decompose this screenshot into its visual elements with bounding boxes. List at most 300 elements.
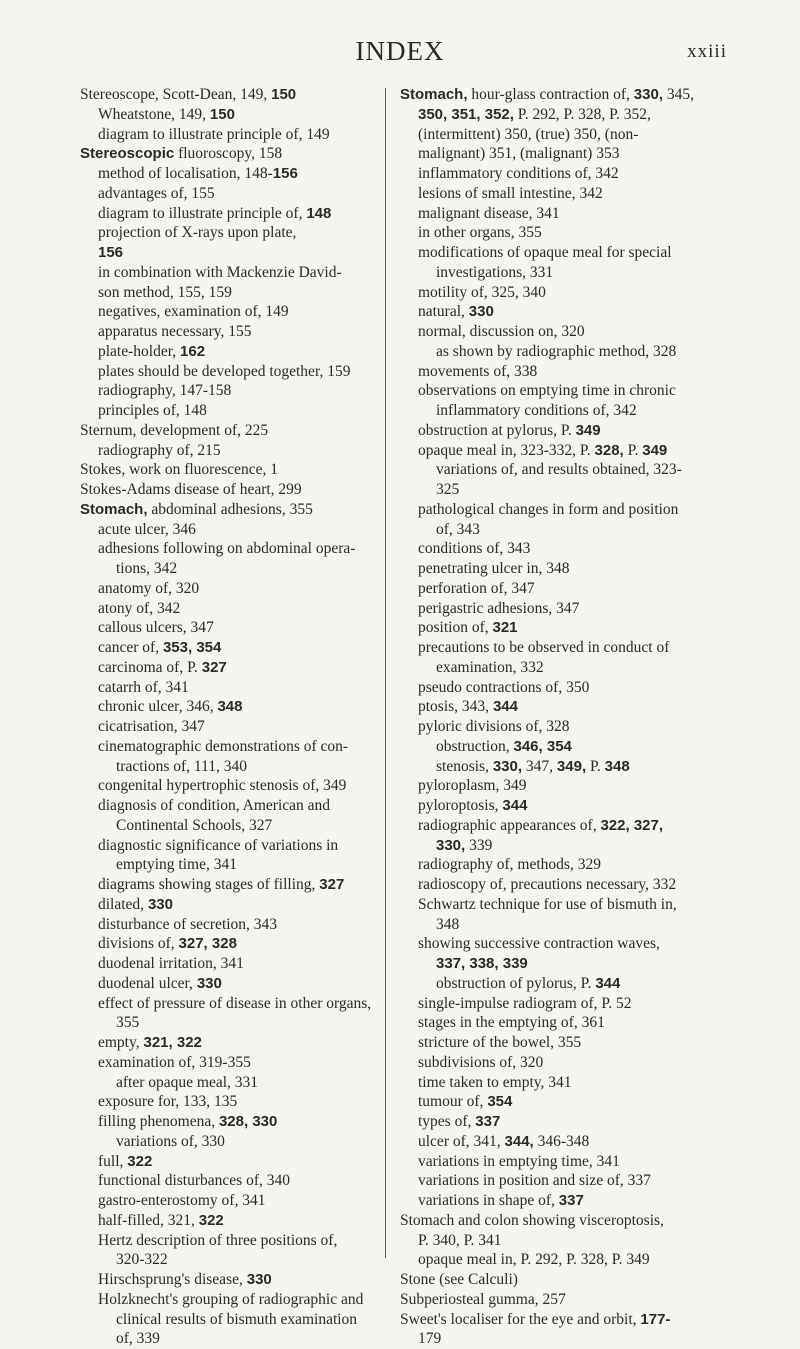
index-entry-text: precautions to be observed in conduct of bbox=[418, 639, 670, 656]
index-entry-text: abdominal adhesions, 355 bbox=[147, 500, 313, 518]
index-entry-text: hour-glass contraction of, bbox=[467, 86, 634, 103]
index-entry bbox=[80, 1191, 376, 1211]
index-entry-text: empty, bbox=[98, 1034, 144, 1051]
index-entry-text: ulcer of, 341, bbox=[418, 1132, 505, 1150]
index-entry-text: exposure for, 133, 135 bbox=[98, 1093, 238, 1111]
index-entry-text: stenosis, bbox=[436, 757, 493, 775]
index-entry-text: opaque meal in, 323-332, P. bbox=[418, 441, 595, 459]
index-entry bbox=[400, 717, 722, 737]
index-entry-text: perforation of, 347 bbox=[418, 579, 535, 597]
index-entry bbox=[80, 974, 376, 994]
index-entry-text: variations in emptying time, 341 bbox=[418, 1152, 620, 1170]
index-entry bbox=[80, 855, 376, 875]
index-page-ref: 344, bbox=[504, 1132, 534, 1150]
index-entry-text: 325 bbox=[436, 481, 460, 498]
index-entry-text: in combination with Mackenzie David- bbox=[98, 263, 342, 281]
index-entry bbox=[80, 1290, 376, 1310]
index-entry bbox=[400, 1013, 722, 1033]
index-entry-text: position of, bbox=[418, 619, 493, 637]
index-entry bbox=[80, 1013, 376, 1033]
index-entry-text: examination, 332 bbox=[436, 658, 544, 676]
index-entry bbox=[80, 954, 376, 974]
index-page-ref: 327 bbox=[319, 876, 345, 893]
index-entry-text: plate-holder, bbox=[98, 342, 181, 360]
index-entry bbox=[400, 243, 722, 263]
index-page-ref: 350, 351, 352, bbox=[418, 105, 514, 123]
index-entry bbox=[400, 105, 722, 125]
index-entry-text: of, 339 bbox=[116, 1330, 160, 1348]
index-entry bbox=[400, 915, 722, 935]
index-entry bbox=[80, 1171, 376, 1191]
index-page-ref: 322 bbox=[198, 1211, 224, 1229]
index-page-ref: 162 bbox=[180, 342, 206, 360]
index-entry bbox=[80, 125, 376, 145]
index-entry bbox=[400, 1171, 722, 1191]
index-entry bbox=[80, 1231, 376, 1251]
index-entry bbox=[80, 460, 376, 480]
index-page-ref: 177- bbox=[640, 1310, 671, 1328]
index-entry bbox=[80, 263, 376, 283]
index-entry bbox=[400, 618, 722, 638]
index-entry-text: P. 292, P. 328, P. 352, bbox=[513, 105, 651, 123]
index-entry-text: variations in position and size of, 337 bbox=[418, 1172, 651, 1190]
index-entry bbox=[80, 421, 376, 441]
index-entry-text: 339 bbox=[465, 836, 493, 854]
index-entry-text: diagrams showing stages of filling, bbox=[98, 876, 320, 893]
page-title: INDEX bbox=[355, 36, 445, 66]
index-entry bbox=[400, 816, 722, 836]
index-entry bbox=[400, 204, 722, 224]
index-entry bbox=[400, 974, 722, 994]
index-page-ref: 330, bbox=[492, 757, 523, 775]
index-entry bbox=[400, 559, 722, 579]
index-entry bbox=[80, 1329, 376, 1349]
index-entry bbox=[400, 836, 722, 856]
index-entry bbox=[80, 796, 376, 816]
index-entry-text: congenital hypertrophic stenosis of, 349 bbox=[98, 777, 347, 795]
index-entry bbox=[400, 994, 722, 1014]
index-entry-text: 348 bbox=[436, 915, 460, 933]
index-entry bbox=[80, 994, 376, 1014]
index-entry bbox=[400, 283, 722, 303]
index-entry bbox=[400, 164, 722, 184]
index-page-ref: 322, 327, bbox=[600, 816, 664, 834]
index-entry bbox=[400, 1270, 722, 1290]
index-entry-text: 345, bbox=[663, 86, 694, 103]
index-entry-text: dilated, bbox=[98, 895, 148, 913]
index-page-ref: 328, 330 bbox=[218, 1113, 278, 1130]
index-entry bbox=[400, 1053, 722, 1073]
index-entry bbox=[400, 954, 722, 974]
index-entry-text: (intermittent) 350, (true) 350, (non- bbox=[418, 125, 639, 143]
index-entry bbox=[80, 1250, 376, 1270]
index-entry-text: pyloroptosis, bbox=[418, 797, 503, 814]
index-entry bbox=[400, 144, 722, 164]
index-entry-text: duodenal ulcer, bbox=[98, 974, 197, 992]
index-entry bbox=[80, 105, 376, 125]
index-entry bbox=[80, 915, 376, 935]
index-entry bbox=[400, 1310, 722, 1330]
index-entry-text: Stokes, work on fluorescence, 1 bbox=[80, 461, 279, 479]
index-entry-text: pseudo contractions of, 350 bbox=[418, 678, 590, 696]
index-entry bbox=[80, 1053, 376, 1073]
index-page-ref: 349 bbox=[575, 421, 601, 439]
index-page-ref: 353, 354 bbox=[162, 639, 222, 656]
index-entry-text: tractions of, 111, 340 bbox=[116, 757, 248, 775]
index-entry bbox=[80, 401, 376, 421]
index-page-ref: 330 bbox=[196, 974, 222, 992]
index-heading-term: Stomach, bbox=[400, 86, 468, 103]
index-entry-text: Sternum, development of, 225 bbox=[80, 421, 269, 439]
index-page-ref: 349, bbox=[556, 757, 587, 775]
index-entry-text: observations on emptying time in chronic bbox=[418, 382, 676, 400]
index-entry-text: Schwartz technique for use of bismuth in, bbox=[418, 895, 677, 913]
index-page-ref: 330 bbox=[147, 895, 173, 913]
index-entry bbox=[400, 223, 722, 243]
index-entry bbox=[80, 85, 376, 105]
index-entry bbox=[400, 460, 722, 480]
index-entry-text: carcinoma of, P. bbox=[98, 658, 202, 676]
index-page-ref: 327, 328 bbox=[178, 935, 237, 953]
index-entry-text: disturbance of secretion, 343 bbox=[98, 915, 278, 933]
index-entry-text: negatives, examination of, 149 bbox=[98, 303, 289, 321]
index-entry bbox=[400, 500, 722, 520]
index-page-ref: 156 bbox=[98, 244, 124, 261]
index-entry-text: cinematographic demonstrations of con- bbox=[98, 737, 349, 755]
index-page-ref: 330 bbox=[246, 1271, 272, 1288]
index-entry bbox=[400, 263, 722, 283]
index-entry-text: tumour of, bbox=[418, 1093, 488, 1111]
index-entry-text: inflammatory conditions of, 342 bbox=[418, 165, 619, 182]
index-entry-text: perigastric adhesions, 347 bbox=[418, 599, 580, 617]
index-entry-text: obstruction at pylorus, P. bbox=[418, 421, 576, 439]
index-entry-text: penetrating ulcer in, 348 bbox=[418, 560, 570, 577]
index-entry bbox=[400, 125, 722, 145]
index-entry bbox=[80, 717, 376, 737]
index-page-ref: 330 bbox=[468, 303, 494, 321]
index-page-ref: 354 bbox=[487, 1093, 513, 1111]
index-entry bbox=[400, 322, 722, 342]
index-entry bbox=[80, 243, 376, 263]
index-entry bbox=[80, 638, 376, 658]
index-entry bbox=[80, 204, 376, 224]
index-entry-text: obstruction of pylorus, P. bbox=[436, 974, 596, 992]
index-page-ref: 322 bbox=[127, 1152, 153, 1170]
index-entry-text: callous ulcers, 347 bbox=[98, 619, 214, 637]
index-page-ref: 150 bbox=[209, 105, 235, 123]
index-entry bbox=[80, 144, 376, 164]
index-entry bbox=[80, 816, 376, 836]
index-entry bbox=[400, 1112, 722, 1132]
index-entry-text: Stomach and colon showing visceroptosis, bbox=[400, 1211, 664, 1229]
index-entry-text: malignant) 351, (malignant) 353 bbox=[418, 145, 620, 163]
index-entry bbox=[400, 401, 722, 421]
index-entry bbox=[80, 1270, 376, 1290]
index-entry-text: single-impulse radiogram of, P. 52 bbox=[418, 994, 632, 1012]
index-entry bbox=[400, 381, 722, 401]
index-entry bbox=[80, 776, 376, 796]
index-entry bbox=[400, 1073, 722, 1093]
index-entry bbox=[400, 1152, 722, 1172]
index-entry bbox=[80, 381, 376, 401]
index-entry-text: principles of, 148 bbox=[98, 402, 207, 419]
index-entry-text: variations of, 330 bbox=[116, 1132, 225, 1150]
index-entry-text: radiography of, 215 bbox=[98, 441, 221, 459]
index-entry bbox=[80, 895, 376, 915]
index-entry-text: P. 340, P. 341 bbox=[418, 1231, 502, 1249]
index-entry bbox=[80, 579, 376, 599]
index-page-ref: 148 bbox=[306, 204, 332, 222]
index-entry bbox=[80, 658, 376, 678]
index-entry-text: subdivisions of, 320 bbox=[418, 1053, 544, 1071]
page-number: xxiii bbox=[687, 41, 727, 62]
index-entry-text: Hertz description of three positions of, bbox=[98, 1231, 338, 1249]
index-entry bbox=[80, 836, 376, 856]
index-entry bbox=[400, 796, 722, 816]
index-page-ref: 348 bbox=[604, 757, 630, 775]
index-entry bbox=[80, 934, 376, 954]
index-entry bbox=[80, 441, 376, 461]
index-entry-text: radiographic appearances of, bbox=[418, 816, 601, 834]
index-entry bbox=[400, 342, 722, 362]
index-entry-text: projection of X-rays upon plate, bbox=[98, 224, 297, 242]
index-entry-text: cicatrisation, 347 bbox=[98, 718, 205, 735]
index-entry bbox=[400, 539, 722, 559]
index-entry-text: acute ulcer, 346 bbox=[98, 520, 196, 538]
index-entry bbox=[400, 776, 722, 796]
index-entry bbox=[80, 737, 376, 757]
index-entry-text: Continental Schools, 327 bbox=[116, 816, 273, 834]
index-page-ref: 156 bbox=[272, 165, 298, 182]
index-page-ref: 349 bbox=[642, 441, 668, 459]
index-entry bbox=[400, 757, 722, 777]
index-heading-term: Stereoscopic bbox=[80, 145, 175, 163]
index-entry-text: inflammatory conditions of, 342 bbox=[436, 402, 637, 419]
index-entry-text: fluoroscopy, 158 bbox=[174, 145, 283, 163]
index-entry-text: effect of pressure of disease in other organs, bbox=[98, 994, 372, 1012]
index-entry-text: plates should be developed together, 159 bbox=[98, 362, 351, 380]
index-entry bbox=[400, 678, 722, 698]
index-entry bbox=[80, 678, 376, 698]
index-entry-text: method of localisation, 148- bbox=[98, 165, 273, 182]
index-entry bbox=[400, 697, 722, 717]
index-entry bbox=[80, 1073, 376, 1093]
index-entry bbox=[400, 895, 722, 915]
index-entry-text: functional disturbances of, 340 bbox=[98, 1172, 290, 1190]
index-entry-text: conditions of, 343 bbox=[418, 540, 531, 558]
index-entry bbox=[80, 1132, 376, 1152]
index-entry-text: Stone (see Calculi) bbox=[400, 1271, 518, 1288]
index-entry bbox=[80, 539, 376, 559]
index-entry bbox=[400, 579, 722, 599]
index-entry-text: 179 bbox=[418, 1330, 442, 1348]
index-entry bbox=[80, 1211, 376, 1231]
index-entry-text: gastro-enterostomy of, 341 bbox=[98, 1192, 266, 1209]
index-entry-text: variations in shape of, bbox=[418, 1192, 559, 1209]
index-page-ref: 321, 322 bbox=[143, 1034, 202, 1051]
index-entry-text: advantages of, 155 bbox=[98, 184, 215, 202]
index-entry bbox=[400, 599, 722, 619]
index-entry-text: lesions of small intestine, 342 bbox=[418, 184, 603, 202]
index-page-ref: 337, 338, 339 bbox=[436, 955, 528, 972]
index-entry-text: emptying time, 341 bbox=[116, 856, 237, 874]
index-entry bbox=[400, 1329, 722, 1349]
index-entry-text: apparatus necessary, 155 bbox=[98, 323, 252, 340]
index-entry-text: 346-348 bbox=[533, 1132, 590, 1150]
index-column-left bbox=[80, 85, 376, 1349]
index-entry-text: son method, 155, 159 bbox=[98, 283, 232, 301]
index-page-ref: 328, bbox=[594, 441, 624, 459]
index-entry-text: pathological changes in form and position bbox=[418, 500, 679, 518]
index-page-ref: 327 bbox=[201, 658, 227, 676]
index-entry bbox=[400, 85, 722, 105]
index-entry bbox=[400, 658, 722, 678]
index-entry bbox=[400, 638, 722, 658]
index-entry bbox=[400, 1250, 722, 1270]
index-entry bbox=[80, 1152, 376, 1172]
index-entry-text: in other organs, 355 bbox=[418, 224, 542, 242]
index-entry-text: chronic ulcer, 346, bbox=[98, 698, 218, 716]
index-page-ref: 330, bbox=[436, 836, 466, 854]
index-entry-text: after opaque meal, 331 bbox=[116, 1073, 259, 1091]
index-entry-text: Sweet's localiser for the eye and orbit, bbox=[400, 1310, 641, 1328]
index-entry bbox=[80, 697, 376, 717]
index-entry bbox=[400, 934, 722, 954]
index-entry-text: diagram to illustrate principle of, bbox=[98, 204, 307, 222]
index-entry bbox=[80, 302, 376, 322]
index-entry bbox=[400, 520, 722, 540]
index-entry-text: ptosis, 343, bbox=[418, 698, 493, 716]
index-entry-text: variations of, and results obtained, 323- bbox=[436, 461, 682, 479]
index-entry bbox=[80, 184, 376, 204]
index-entry-text: modifications of opaque meal for special bbox=[418, 244, 672, 261]
index-page-ref: 150 bbox=[271, 86, 297, 103]
index-entry-text: obstruction, bbox=[436, 737, 514, 755]
index-entry bbox=[400, 421, 722, 441]
index-entry-text: divisions of, bbox=[98, 935, 179, 953]
index-page-ref: 337 bbox=[558, 1192, 584, 1209]
index-entry-text: radiography, 147-158 bbox=[98, 382, 232, 400]
index-entry bbox=[400, 737, 722, 757]
index-entry bbox=[80, 362, 376, 382]
index-entry bbox=[400, 441, 722, 461]
index-entry bbox=[400, 1191, 722, 1211]
index-entry bbox=[80, 520, 376, 540]
index-entry-text: clinical results of bismuth examination bbox=[116, 1310, 358, 1328]
index-entry-text: motility of, 325, 340 bbox=[418, 283, 546, 301]
index-entry-text: pyloroplasm, 349 bbox=[418, 777, 527, 795]
index-entry bbox=[400, 362, 722, 382]
index-page-ref: 348 bbox=[217, 698, 243, 716]
index-entry-text: Stokes-Adams disease of heart, 299 bbox=[80, 481, 302, 498]
index-entry-text: 355 bbox=[116, 1014, 140, 1032]
index-entry-text: malignant disease, 341 bbox=[418, 204, 560, 222]
index-entry bbox=[80, 618, 376, 638]
index-entry bbox=[400, 1132, 722, 1152]
index-entry-text: natural, bbox=[418, 303, 469, 321]
index-page-ref: 337 bbox=[475, 1113, 501, 1130]
index-entry-text: P. bbox=[586, 757, 605, 775]
index-entry bbox=[80, 342, 376, 362]
index-entry-text: radioscopy of, precautions necessary, 332 bbox=[418, 876, 677, 893]
index-entry-text: Wheatstone, 149, bbox=[98, 105, 210, 123]
index-column-right bbox=[400, 85, 722, 1349]
index-entry bbox=[80, 500, 376, 520]
index-entry bbox=[80, 223, 376, 243]
index-entry-text: diagram to illustrate principle of, 149 bbox=[98, 125, 330, 143]
index-entry bbox=[80, 559, 376, 579]
index-entry-text: tions, 342 bbox=[116, 560, 178, 577]
page-header bbox=[0, 36, 800, 76]
index-entry-text: stricture of the bowel, 355 bbox=[418, 1034, 582, 1051]
index-entry-text: half-filled, 321, bbox=[98, 1211, 199, 1229]
index-entry-text: time taken to empty, 341 bbox=[418, 1073, 572, 1091]
index-entry bbox=[400, 855, 722, 875]
index-entry-text: movements of, 338 bbox=[418, 362, 538, 380]
index-entry bbox=[400, 1290, 722, 1310]
index-entry-text: showing successive contraction waves, bbox=[418, 935, 660, 953]
index-entry-text: cancer of, bbox=[98, 639, 163, 656]
index-entry-text: Hirschsprung's disease, bbox=[98, 1271, 247, 1288]
index-entry-text: catarrh of, 341 bbox=[98, 678, 189, 696]
index-entry bbox=[80, 757, 376, 777]
index-entry bbox=[80, 322, 376, 342]
index-entry-text: atony of, 342 bbox=[98, 599, 181, 617]
index-entry bbox=[80, 1310, 376, 1330]
column-divider bbox=[385, 88, 386, 1258]
index-entry-text: normal, discussion on, 320 bbox=[418, 323, 585, 340]
index-entry bbox=[400, 1231, 722, 1251]
index-entry bbox=[80, 283, 376, 303]
index-entry bbox=[400, 875, 722, 895]
index-entry-text: 347, bbox=[522, 757, 557, 775]
index-entry-text: of, 343 bbox=[436, 520, 480, 538]
index-entry-text: stages in the emptying of, 361 bbox=[418, 1014, 605, 1032]
index-entry-text: diagnostic significance of variations in bbox=[98, 836, 339, 854]
index-entry bbox=[80, 1033, 376, 1053]
index-entry bbox=[80, 1112, 376, 1132]
index-page-ref: 344 bbox=[595, 974, 621, 992]
index-page-ref: 330, bbox=[633, 86, 663, 103]
index-entry bbox=[400, 302, 722, 322]
index-entry-text: anatomy of, 320 bbox=[98, 579, 200, 597]
index-entry-text: diagnosis of condition, American and bbox=[98, 797, 331, 814]
index-entry-text: Subperiosteal gumma, 257 bbox=[400, 1290, 566, 1308]
index-entry-text: radiography of, methods, 329 bbox=[418, 856, 601, 874]
index-entry-text: examination of, 319-355 bbox=[98, 1053, 251, 1071]
index-entry-text: Holzknecht's grouping of radiographic and bbox=[98, 1290, 364, 1308]
index-entry-text: Stereoscope, Scott-Dean, 149, bbox=[80, 86, 272, 103]
index-entry-text: investigations, 331 bbox=[436, 263, 554, 281]
index-entry bbox=[80, 1092, 376, 1112]
index-page-ref: 344 bbox=[492, 698, 518, 716]
index-entry bbox=[400, 1092, 722, 1112]
index-entry-text: duodenal irritation, 341 bbox=[98, 955, 244, 972]
index-entry-text: P. bbox=[623, 441, 643, 459]
index-page-ref: 321 bbox=[492, 619, 518, 637]
index-entry bbox=[400, 1033, 722, 1053]
index-entry bbox=[400, 184, 722, 204]
index-entry-text: as shown by radiographic method, 328 bbox=[436, 342, 677, 360]
index-heading-term: Stomach, bbox=[80, 500, 148, 518]
index-entry bbox=[80, 480, 376, 500]
index-entry-text: full, bbox=[98, 1152, 128, 1170]
index-entry-text: types of, bbox=[418, 1113, 476, 1130]
index-entry-text: filling phenomena, bbox=[98, 1113, 219, 1130]
index-entry bbox=[80, 599, 376, 619]
index-entry bbox=[400, 480, 722, 500]
index-entry bbox=[80, 875, 376, 895]
